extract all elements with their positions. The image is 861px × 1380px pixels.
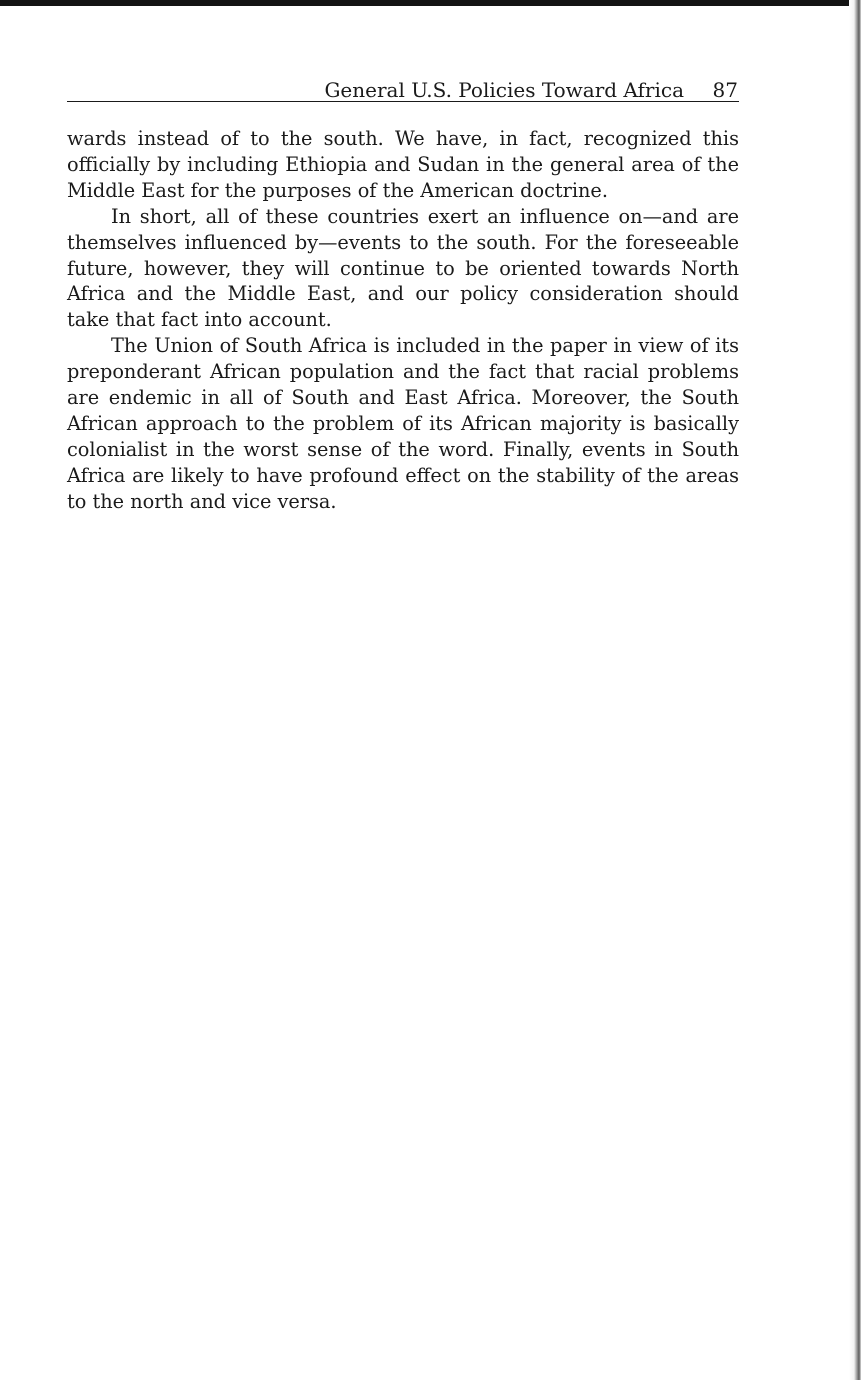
scan-right-edge <box>849 0 861 1380</box>
scan-top-border <box>0 0 861 6</box>
running-head <box>67 79 739 102</box>
paragraph-continued: wards instead of to the south. We have, in fact, recognized this officially by including Ethiopia and Sudan in the general area of the Middle East for the purposes of the American doctrine. <box>67 127 739 202</box>
running-head-title: General U.S. Policies Toward Africa <box>324 78 684 102</box>
paragraph-influence: In short, all of these countries exert an influence on—and are themselves influenced by—events to the south. For the foreseeable future, however, they will continue to be oriented towards North Africa and the Middle East, and our policy consideration should take that fact into account. <box>67 204 739 332</box>
page-number: 87 <box>712 78 738 102</box>
body-text <box>67 126 739 515</box>
paragraph-union-of-south-africa: The Union of South Africa is included in the paper in view of its preponderant African population and the fact that racial problems are endemic in all of South and East Africa. Moreover, the South African approach to the problem of its African majority is basically colonialist in the worst sense of the word. Finally, events in South Africa are likely to have profound effect on the stability of the areas to the north and vice versa. <box>67 334 739 513</box>
